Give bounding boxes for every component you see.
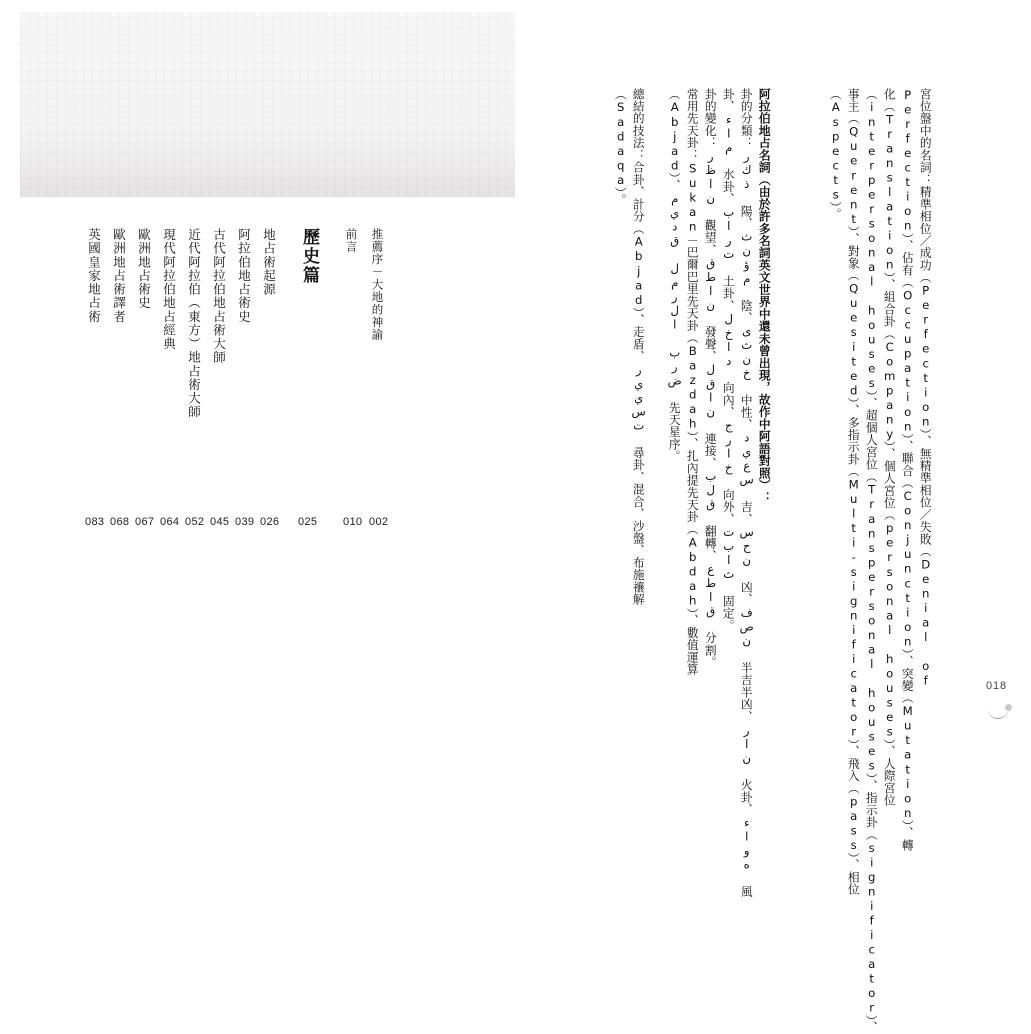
toc-section-title-text: 歷史篇 xyxy=(299,228,319,286)
toc-entry xyxy=(212,228,225,364)
toc-page-number: 067 xyxy=(135,516,155,528)
body-line xyxy=(829,88,841,221)
toc-entry-text: 阿拉伯地占術史 xyxy=(236,228,252,324)
body-heading-text: 阿拉伯地占名詞（由於許多名詞英文世界中還未曾出現，故作中阿語對照）： xyxy=(757,88,772,504)
body-line-text: Perfection）、佔有（Occupation）、聯合（Conjunction）、突變（Mutation）、轉 xyxy=(900,88,915,852)
body-line-text: 化（Translation）、組合卦（Company）、個人宮位（personal houses）、人際宮位 xyxy=(882,88,897,807)
toc-page-number: 052 xyxy=(185,516,205,528)
toc-page-number: 010 xyxy=(343,516,363,528)
toc-entry xyxy=(112,228,125,323)
body-line xyxy=(704,88,716,669)
body-line-text: （interpersonal houses）、超個人宮位（Transpersonal houses）、指示卦（significator）、 xyxy=(864,88,879,1034)
body-line-text: 卦、ماء 水卦、تراب 土卦、داخل 向內、خارج 向外、ثابت 固定。 xyxy=(721,88,736,632)
body-line-text: 總結的技法：合卦、計分（Abjad）、走盾、تسيير 尋卦、混合、沙盤、布施禳解 xyxy=(631,88,646,606)
body-line-text: 宮位盤中的名詞：精準相位／成功（Perfection）、無精準相位／失敗（Denial of xyxy=(918,88,933,689)
body-line-text: （Sadaqa）。 xyxy=(613,88,628,206)
body-line xyxy=(686,88,698,676)
toc-entry-text: 英國皇家地占術 xyxy=(86,228,102,324)
decorative-header-band xyxy=(20,12,515,198)
toc-page-number: 026 xyxy=(260,516,280,528)
toc-entry xyxy=(371,228,383,341)
body-line xyxy=(865,88,877,1034)
toc-entry-text: 近代阿拉伯（東方）地占術大師 xyxy=(186,228,202,419)
toc-entry-text: 現代阿拉伯地占經典 xyxy=(161,228,177,351)
body-line-text: 常用先天卦：Sukan－巴爾巴里先天卦（Bazdah）、扎內提先天卦（Abdah）、數值運算 xyxy=(685,88,700,676)
body-line xyxy=(883,88,895,807)
toc-entry xyxy=(237,228,250,323)
toc-entry-text: 前言 xyxy=(344,228,359,254)
body-line-text: 卦的變化：ناظر 觀望、ناطق 發聲、ناقل 連接、قلب 翻轉、قاطع 分割。 xyxy=(703,88,718,669)
body-line-text: 卦的分類：ذكر 陽、مؤنث 陰、خنثى 中性、سعيد 吉、نحس 凶、نصف 半吉半凶、نار 火卦、هواء 風 xyxy=(739,88,754,898)
toc-section-page-number: 025 xyxy=(298,516,318,528)
right-page xyxy=(515,0,1031,1034)
body-line xyxy=(847,88,859,896)
body-line xyxy=(919,88,931,688)
body-line xyxy=(740,88,752,898)
left-page xyxy=(0,0,515,736)
corner-ornament-dot xyxy=(1005,704,1012,711)
body-line xyxy=(722,88,734,632)
body-line xyxy=(668,88,680,463)
toc-entry-text: 推薦序－大地的神諭 xyxy=(370,228,385,341)
body-line-text: （Aspects）。 xyxy=(828,88,843,221)
toc-entry xyxy=(187,228,200,419)
toc-entry xyxy=(162,228,175,351)
toc-entry xyxy=(87,228,100,323)
corner-ornament-icon xyxy=(987,704,1013,720)
toc-section-title xyxy=(300,228,317,285)
toc-entry xyxy=(345,228,357,253)
body-line xyxy=(901,88,913,851)
toc-page-number: 083 xyxy=(85,516,105,528)
toc-page-number: 064 xyxy=(160,516,180,528)
toc-page-number: 045 xyxy=(210,516,230,528)
body-line xyxy=(632,88,644,606)
body-line-text: 事主（Querent）、對象（Quesited）、多指示卦（Multi-significator）、飛入（pass）、相位 xyxy=(846,88,861,896)
toc-entry xyxy=(262,228,275,296)
body-line-text: （Abjad）、ضرب الرمل قديم 先天星序。 xyxy=(667,88,682,463)
toc-entry-text: 古代阿拉伯地占術大師 xyxy=(211,228,227,365)
toc-page-number: 002 xyxy=(369,516,389,528)
toc-entry-text: 歐洲地占術史 xyxy=(136,228,152,310)
page-folio-number: 018 xyxy=(986,680,1007,692)
header-band-edge xyxy=(20,196,515,198)
toc-entry-text: 地占術起源 xyxy=(261,228,277,297)
toc-entry-text: 歐洲地占術譯者 xyxy=(111,228,127,324)
body-line xyxy=(614,88,626,206)
toc-entry xyxy=(137,228,150,310)
body-heading xyxy=(758,88,770,504)
toc-page-number: 068 xyxy=(110,516,130,528)
toc-page-number: 039 xyxy=(235,516,255,528)
